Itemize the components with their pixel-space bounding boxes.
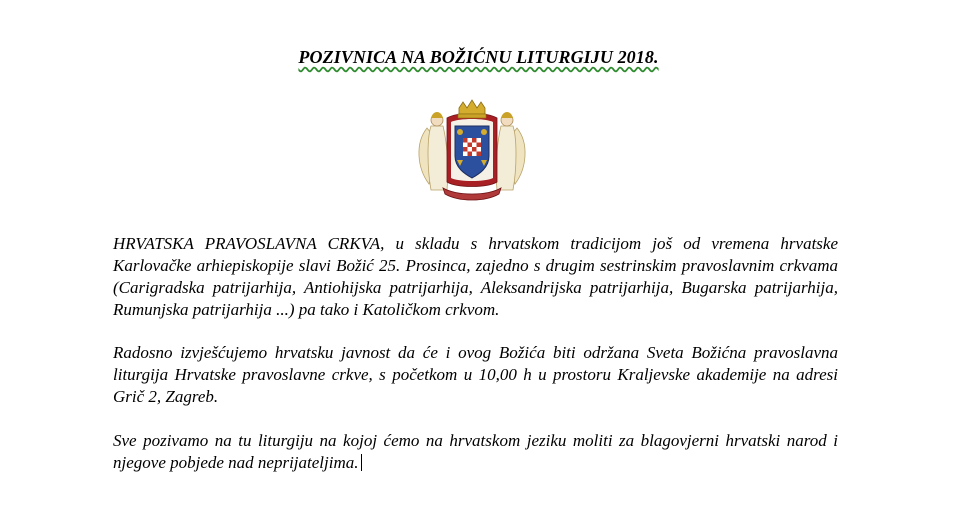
paragraph-invitation <box>113 430 838 474</box>
paragraph-invitation-text: Sve pozivamo na tu liturgiju na kojoj ćemo na hrvatskom jeziku moliti za blagovjerni hrvatski narod i njegove pobjede nad neprijateljima. <box>113 431 838 472</box>
text-cursor <box>361 454 363 471</box>
coat-of-arms-icon <box>413 98 531 206</box>
title-text: POZIVNICA NA BOŽIĆNU LITURGIJU 2018. <box>298 47 659 67</box>
document-title <box>0 47 957 68</box>
paragraph-announcement: Radosno izvješćujemo hrvatsku javnost da će i ovog Božića biti održana Sveta Božićna pravoslavna liturgija Hrvatske pravoslavne crkve, s početkom u 10,00 h u prostoru Kraljevske akademije na adresi Grič 2, Zagreb. <box>113 343 838 406</box>
paragraph-intro: HRVATSKA PRAVOSLAVNA CRKVA, u skladu s hrvatskom tradicijom još od vremena hrvatske Karlovačke arhiepiskopije slavi Božić 25. Prosinca, zajedno s drugim sestrinskim pravoslavnim crkvama (Carigradska patrijarhija, Antiohijska patrijarhija, Aleksandrijska patrijarhija, Bugarska patrijarhija, Rumunjska patrijarhija ...) pa tako i Katoličkom crkvom. <box>113 234 838 319</box>
